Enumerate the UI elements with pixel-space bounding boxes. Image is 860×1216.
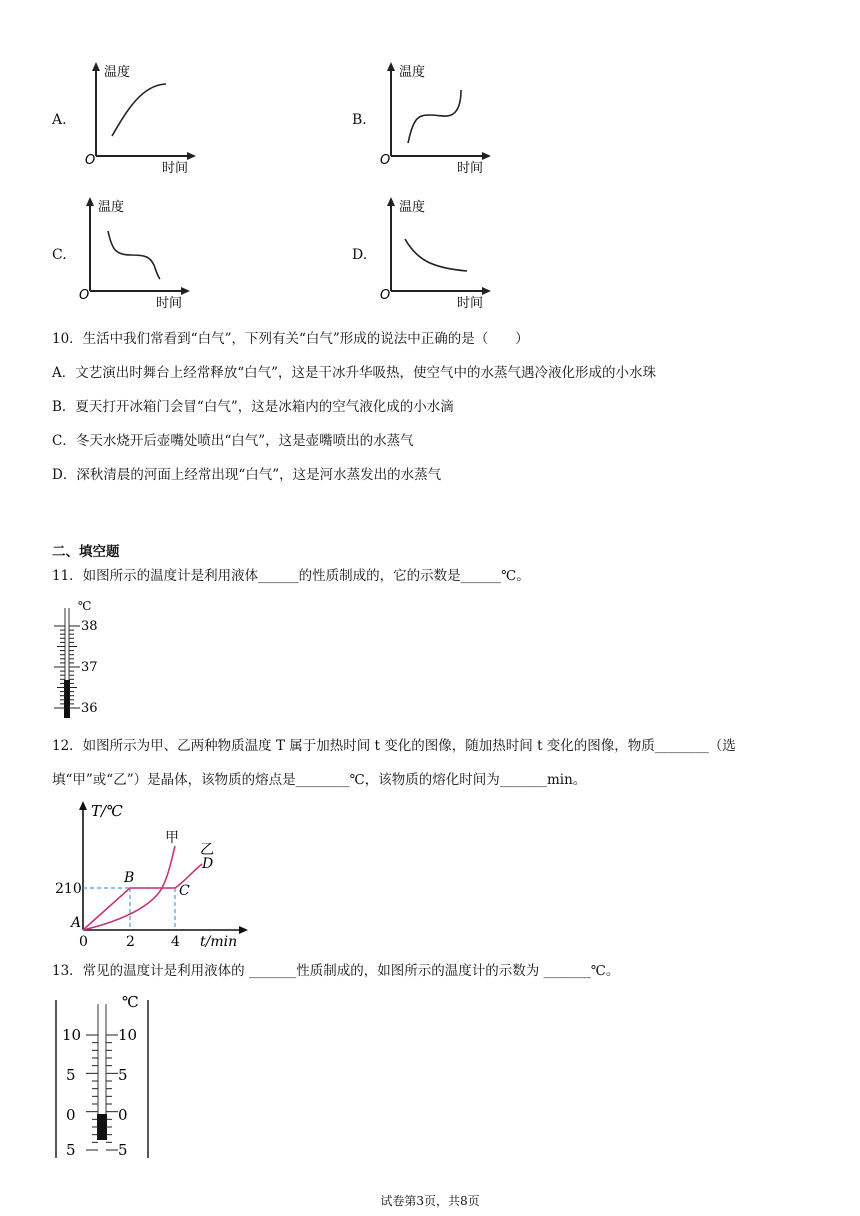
q10-option-b: B．夏天打开冰箱门会冒“白气”，这是冰箱内的空气液化成的小水滴 [52, 399, 454, 415]
graph-a [82, 60, 202, 178]
q12-xlabel: t/min [200, 934, 238, 950]
q11-thermometer [52, 596, 112, 720]
q13-right-tick-neg5: 5 [118, 1141, 128, 1159]
q13-left-tick-neg5: 5 [66, 1141, 76, 1159]
q12-xtick-2: 2 [126, 934, 135, 950]
q12-point-c: C [179, 883, 190, 899]
option-d-label: D. [352, 247, 368, 263]
q12-stem-line1: 12．如图所示为甲、乙两种物质温度 T 属于加热时间 t 变化的图像，随加热时间 t 变化的图像，物质________（选 [52, 738, 736, 754]
q13-right-tick-10: 10 [118, 1026, 138, 1044]
q11-tick-36: 36 [81, 701, 98, 716]
graph-b-ylabel: 温度 [399, 65, 426, 80]
q10-option-c: C．冬天水烧开后壶嘴处喷出“白气”，这是壶嘴喷出的水蒸气 [52, 433, 414, 449]
q13-right-tick-0: 0 [118, 1106, 128, 1124]
q13-left-tick-0: 0 [66, 1106, 76, 1124]
q13-thermometer [52, 990, 156, 1162]
section-title: 二、填空题 [52, 544, 120, 560]
q11-unit: ℃ [78, 599, 92, 613]
q11-tick-37: 37 [81, 660, 98, 675]
option-a-label: A. [52, 112, 67, 128]
q10-option-d: D．深秋清晨的河面上经常出现“白气”，这是河水蒸发出的水蒸气 [52, 467, 442, 483]
graph-a-ylabel: 温度 [104, 65, 131, 80]
q13-stem: 13．常见的温度计是利用液体的 _______性质制成的，如图所示的温度计的示数为 _______℃。 [52, 963, 620, 979]
graph-a-origin: O [85, 153, 96, 168]
q12-xtick-0: 0 [79, 934, 88, 950]
q12-point-b: B [124, 870, 135, 886]
graph-c [76, 195, 196, 313]
q12-stem-line2: 填“甲”或“乙”）是晶体，该物质的熔点是________℃，该物质的熔化时间为_______min。 [52, 772, 587, 788]
q12-label-yi: 乙 [200, 842, 214, 858]
q12-label-jia: 甲 [165, 830, 179, 846]
option-c-label: C. [52, 247, 67, 263]
q13-mercury-column [97, 1114, 107, 1140]
q11-stem: 11．如图所示的温度计是利用液体______的性质制成的，它的示数是______℃。 [52, 568, 530, 584]
graph-d-xlabel: 时间 [457, 296, 484, 311]
q12-xtick-4: 4 [171, 934, 180, 950]
q11-mercury-column [64, 680, 70, 718]
graph-c-origin: O [79, 288, 90, 303]
q12-ytick-210: 210 [55, 881, 82, 897]
graph-d-ylabel: 温度 [399, 200, 426, 215]
graph-b-origin: O [380, 153, 391, 168]
option-b-label: B. [352, 112, 367, 128]
graph-b-xlabel: 时间 [457, 161, 484, 176]
graph-a-xlabel: 时间 [162, 161, 189, 176]
graph-d [377, 195, 497, 313]
page-footer: 试卷第3页，共8页 [380, 1194, 480, 1208]
graph-d-origin: O [380, 288, 391, 303]
q13-left-tick-5: 5 [66, 1066, 76, 1084]
q11-tick-38: 38 [81, 619, 98, 634]
q13-left-tick-10: 10 [62, 1026, 82, 1044]
q10-option-a: A．文艺演出时舞台上经常释放“白气”，这是干冰升华吸热，使空气中的水蒸气遇冷液化形成的小水珠 [52, 365, 657, 381]
q13-right-tick-5: 5 [118, 1066, 128, 1084]
graph-c-ylabel: 温度 [98, 200, 125, 215]
q12-ylabel: T/℃ [91, 802, 123, 820]
q13-unit: ℃ [122, 993, 139, 1011]
q12-point-a: A [71, 915, 82, 931]
q12-point-d: D [202, 856, 214, 872]
graph-b [377, 60, 497, 178]
q12-graph [52, 796, 252, 952]
q10-stem: 10．生活中我们常看到“白气”，下列有关“白气”形成的说法中正确的是（ ） [52, 331, 529, 347]
graph-c-xlabel: 时间 [156, 296, 183, 311]
